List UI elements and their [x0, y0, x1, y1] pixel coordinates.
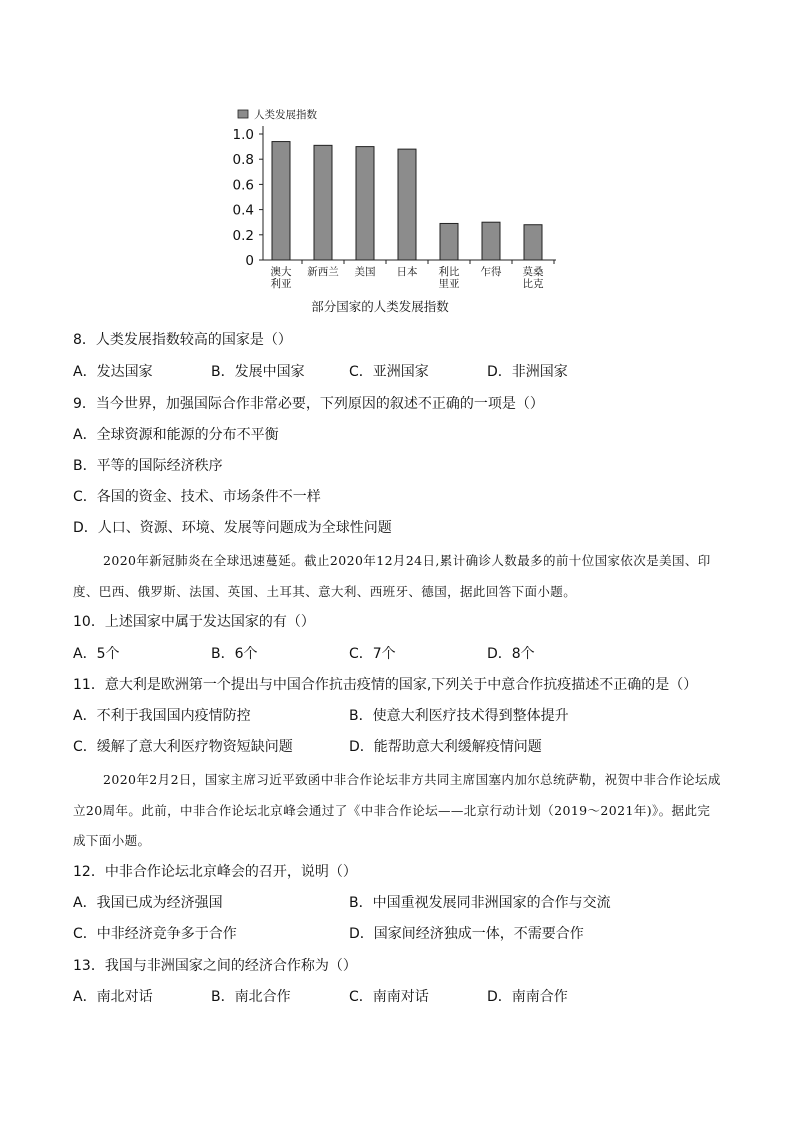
hdi-bar-chart — [226, 104, 566, 318]
bar-4 — [398, 149, 416, 260]
legend-swatch — [238, 110, 248, 118]
q11-option-a[interactable]: A．不利于我国国内疫情防控 — [73, 708, 251, 724]
passage-covid: 2020年新冠肺炎在全球迅速蔓延。截止2020年12月24日,累计确诊人数最多的前十位国家依次是美国、印度、巴西、俄罗斯、法国、英国、土耳其、意大利、西班牙、德国，据此回答下面小题。 — [73, 553, 711, 599]
bar-3 — [356, 147, 374, 260]
passage-china-africa: 2020年2月2日，国家主席习近平致函中非合作论坛非方共同主席国塞内加尔总统萨勒，祝贺中非合作论坛成立20周年。此前，中非合作论坛北京峰会通过了《中非合作论坛——北京行动计划（2019～2021年)》。据此完成下面小题。 — [73, 772, 721, 848]
q9-option-c[interactable]: C．各国的资金、技术、市场条件不一样 — [73, 489, 321, 505]
x-category-label: 莫桑 — [522, 266, 544, 278]
q12-stem: 12．中非合作论坛北京峰会的召开，说明（） — [73, 864, 357, 880]
q11-stem: 11．意大利是欧洲第一个提出与中国合作抗击疫情的国家,下列关于中意合作抗疫描述不正确的是（） — [73, 677, 698, 693]
y-tick-label: 0.8 — [232, 152, 254, 169]
q8-option-c[interactable]: C．亚洲国家 — [349, 364, 429, 380]
q13-option-b[interactable]: B．南北合作 — [211, 989, 291, 1005]
bar-2 — [314, 145, 332, 260]
q10-option-d[interactable]: D．8个 — [487, 646, 535, 662]
q10-stem: 10．上述国家中属于发达国家的有（） — [73, 614, 315, 630]
x-category-label: 里亚 — [438, 278, 460, 290]
q8-option-b[interactable]: B．发展中国家 — [211, 364, 305, 380]
q11-option-b[interactable]: B．使意大利医疗技术得到整体提升 — [349, 708, 569, 724]
q13-option-d[interactable]: D．南南合作 — [487, 989, 568, 1005]
q9-option-a[interactable]: A．全球资源和能源的分布不平衡 — [73, 427, 279, 443]
q10-option-c[interactable]: C．7个 — [349, 646, 396, 662]
x-category-label: 比克 — [522, 278, 544, 290]
q9-option-d[interactable]: D．人口、资源、环境、发展等问题成为全球性问题 — [73, 520, 392, 536]
q12-option-d[interactable]: D．国家间经济独成一体，不需要合作 — [349, 926, 584, 942]
y-tick-label: 0.6 — [232, 177, 254, 194]
q8-option-d[interactable]: D．非洲国家 — [487, 364, 568, 380]
q12-option-a[interactable]: A．我国已成为经济强国 — [73, 895, 223, 911]
x-category-label: 利亚 — [270, 278, 292, 290]
q12-option-c[interactable]: C．中非经济竞争多于合作 — [73, 926, 237, 942]
bar-6 — [482, 222, 500, 260]
q8-stem: 8．人类发展指数较高的国家是（） — [73, 332, 292, 348]
q9-option-b[interactable]: B．平等的国际经济秩序 — [73, 458, 223, 474]
x-category-label: 利比 — [438, 266, 460, 278]
x-category-label: 新西兰 — [307, 266, 339, 278]
q8-option-a[interactable]: A．发达国家 — [73, 364, 153, 380]
q9-stem: 9．当今世界，加强国际合作非常必要，下列原因的叙述不正确的一项是（） — [73, 396, 544, 412]
chart-svg — [226, 104, 566, 318]
x-category-label: 澳大 — [270, 266, 292, 278]
q10-option-b[interactable]: B．6个 — [211, 646, 258, 662]
y-tick-label: 1.0 — [232, 127, 254, 143]
q13-option-c[interactable]: C．南南对话 — [349, 989, 429, 1005]
x-category-label: 日本 — [396, 266, 418, 278]
q10-option-a[interactable]: A．5个 — [73, 646, 120, 662]
q11-option-d[interactable]: D．能帮助意大利缓解疫情问题 — [349, 739, 542, 755]
y-tick-label: 0.2 — [232, 227, 254, 244]
chart-title: 部分国家的人类发展指数 — [311, 299, 449, 314]
q13-stem: 13．我国与非洲国家之间的经济合作称为（） — [73, 958, 357, 974]
y-tick-label: 0.4 — [232, 202, 254, 219]
bar-7 — [524, 225, 542, 260]
legend-label: 人类发展指数 — [254, 109, 317, 121]
x-category-label: 美国 — [354, 266, 376, 278]
q12-option-b[interactable]: B．中国重视发展同非洲国家的合作与交流 — [349, 895, 611, 911]
x-category-label: 乍得 — [480, 266, 502, 278]
bar-1 — [272, 142, 290, 260]
q11-option-c[interactable]: C．缓解了意大利医疗物资短缺问题 — [73, 739, 293, 755]
y-tick-label: 0 — [245, 253, 254, 269]
bar-5 — [440, 223, 458, 260]
q13-option-a[interactable]: A．南北对话 — [73, 989, 153, 1005]
